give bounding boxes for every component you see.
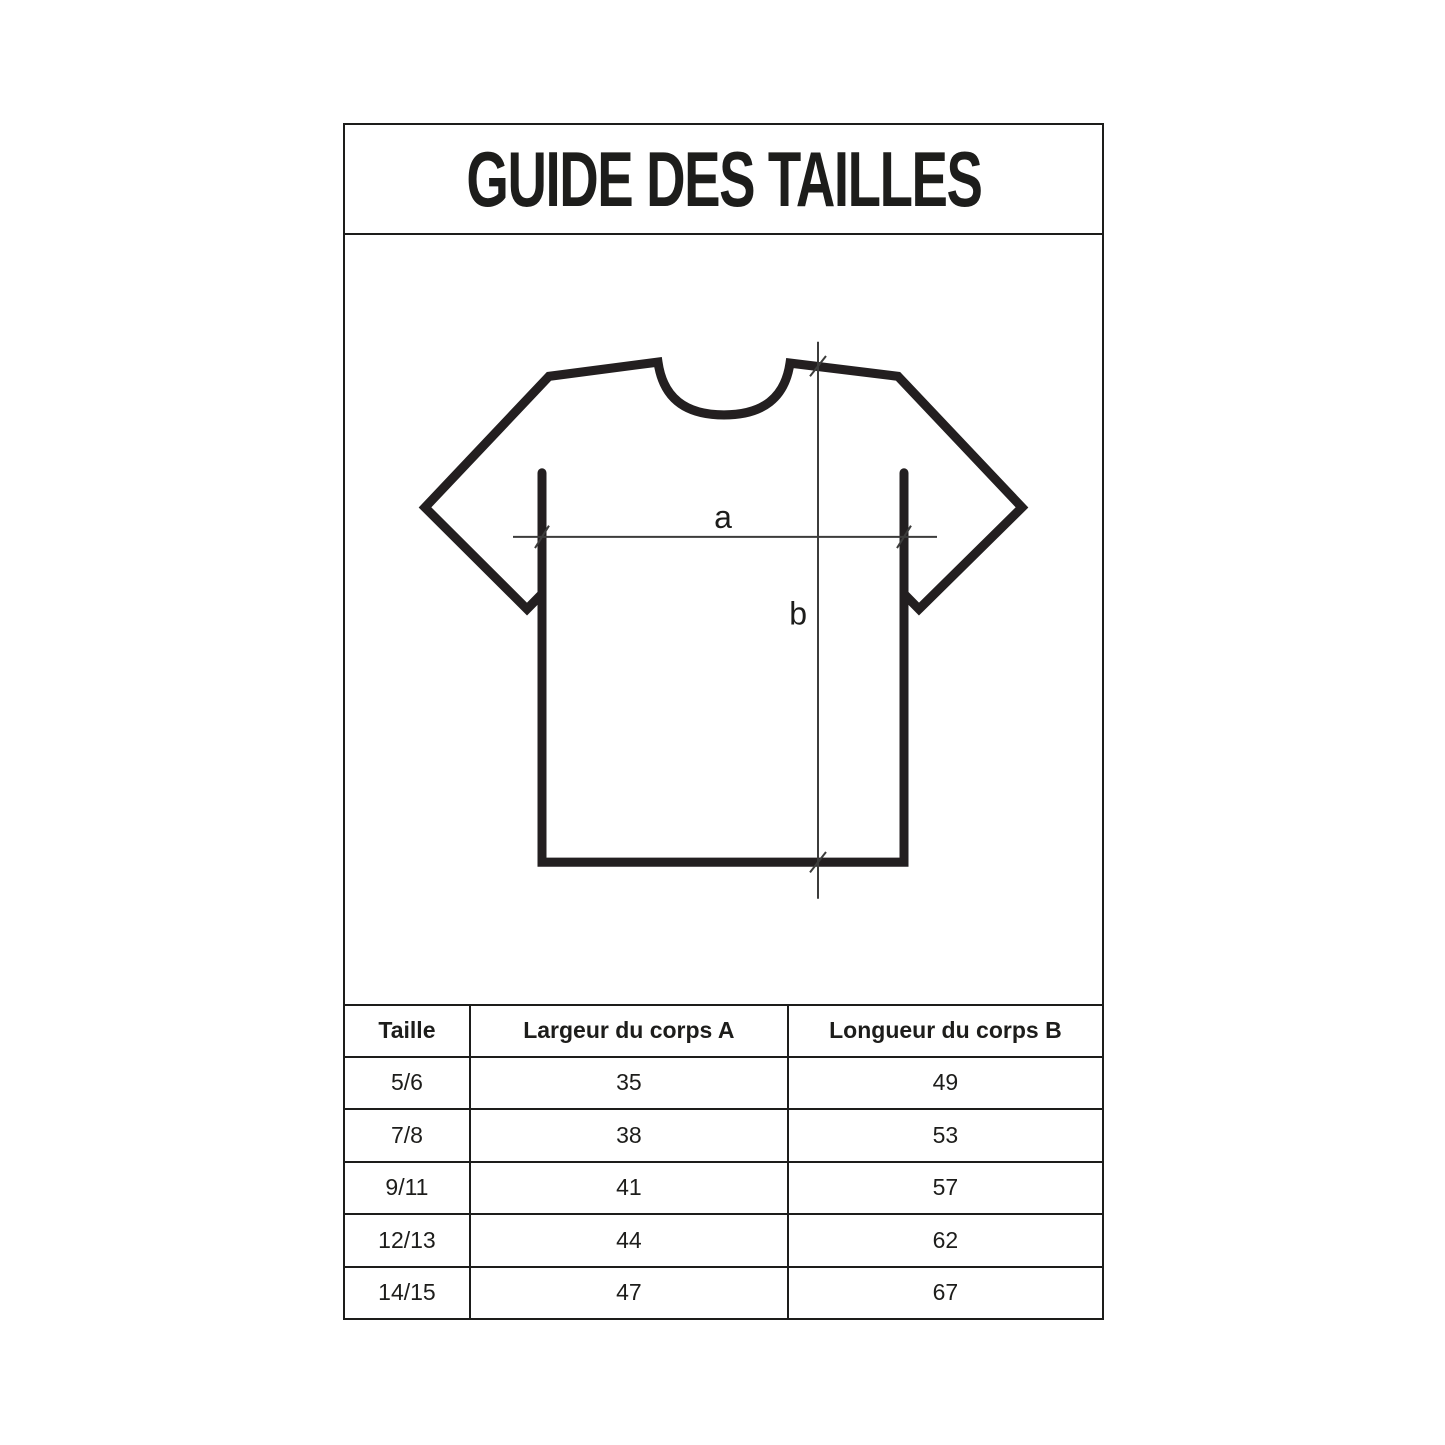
cell-largeur: 44 — [470, 1214, 788, 1267]
cell-largeur: 35 — [470, 1057, 788, 1110]
cell-taille: 7/8 — [345, 1109, 470, 1162]
cell-longueur: 49 — [788, 1057, 1102, 1110]
cell-longueur: 62 — [788, 1214, 1102, 1267]
col-header-taille: Taille — [345, 1005, 470, 1057]
cell-longueur: 53 — [788, 1109, 1102, 1162]
table-row — [345, 1267, 1102, 1319]
size-table-body — [345, 1057, 1102, 1319]
cell-taille: 14/15 — [345, 1267, 470, 1319]
cell-taille: 5/6 — [345, 1057, 470, 1110]
page-title: GUIDE DES TAILLES — [465, 134, 982, 223]
cell-largeur: 41 — [470, 1162, 788, 1215]
size-table — [345, 1004, 1102, 1319]
table-header-row — [345, 1005, 1102, 1057]
col-header-largeur: Largeur du corps A — [470, 1005, 788, 1057]
size-guide-card — [343, 123, 1104, 1320]
cell-longueur: 67 — [788, 1267, 1102, 1319]
table-row — [345, 1057, 1102, 1110]
table-row — [345, 1162, 1102, 1215]
label-a: a — [714, 498, 732, 535]
cell-longueur: 57 — [788, 1162, 1102, 1215]
label-b: b — [789, 595, 807, 632]
tshirt-outline — [425, 362, 1022, 609]
tshirt-diagram — [345, 235, 1102, 1004]
cell-taille: 9/11 — [345, 1162, 470, 1215]
cell-largeur: 38 — [470, 1109, 788, 1162]
table-row — [345, 1109, 1102, 1162]
length-measure-line-b — [810, 342, 826, 899]
col-header-longueur: Longueur du corps B — [788, 1005, 1102, 1057]
cell-taille: 12/13 — [345, 1214, 470, 1267]
tshirt-illustration — [345, 235, 1102, 1004]
table-row — [345, 1214, 1102, 1267]
title-band — [345, 125, 1102, 235]
cell-largeur: 47 — [470, 1267, 788, 1319]
